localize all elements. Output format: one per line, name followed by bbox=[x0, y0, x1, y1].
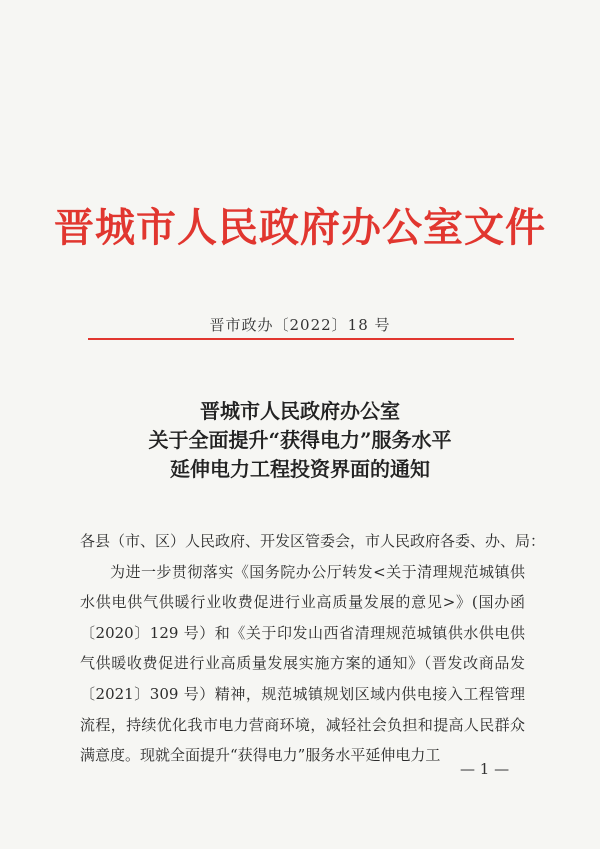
notice-title bbox=[0, 397, 600, 484]
body-paragraph: 为进一步贯彻落实《国务院办公厅转发<关于清理规范城镇供水供电供气供暖行业收费促进行业高质量发展的意见>》(国办函〔2020〕129 号）和《关于印发山西省清理规范城镇供水供电供气供暖收费促进行业高质量发展实施方案的通知》（晋发改商品发〔2021〕309 号）精神，规范城镇规划区域内供电接入工程管理流程，持续优化我市电力营商环境，减轻社会负担和提高人民群众满意度。现就全面提升“获得电力”服务水平延伸电力工 bbox=[80, 562, 525, 765]
header-red-rule bbox=[88, 338, 514, 340]
notice-title-line-2: 关于全面提升“获得电力”服务水平 bbox=[148, 428, 452, 452]
document-header-title: 晋城市人民政府办公室文件 bbox=[54, 204, 546, 251]
document-body bbox=[80, 526, 546, 771]
page-number: — 1 — bbox=[460, 760, 510, 778]
notice-title-line-3: 延伸电力工程投资界面的通知 bbox=[170, 457, 430, 481]
notice-title-line-1: 晋城市人民政府办公室 bbox=[200, 399, 400, 423]
document-number: 晋市政办〔2022〕18 号 bbox=[209, 316, 391, 334]
addressee-line: 各县（市、区）人民政府、开发区管委会，市人民政府各委、办、局： bbox=[80, 532, 546, 550]
